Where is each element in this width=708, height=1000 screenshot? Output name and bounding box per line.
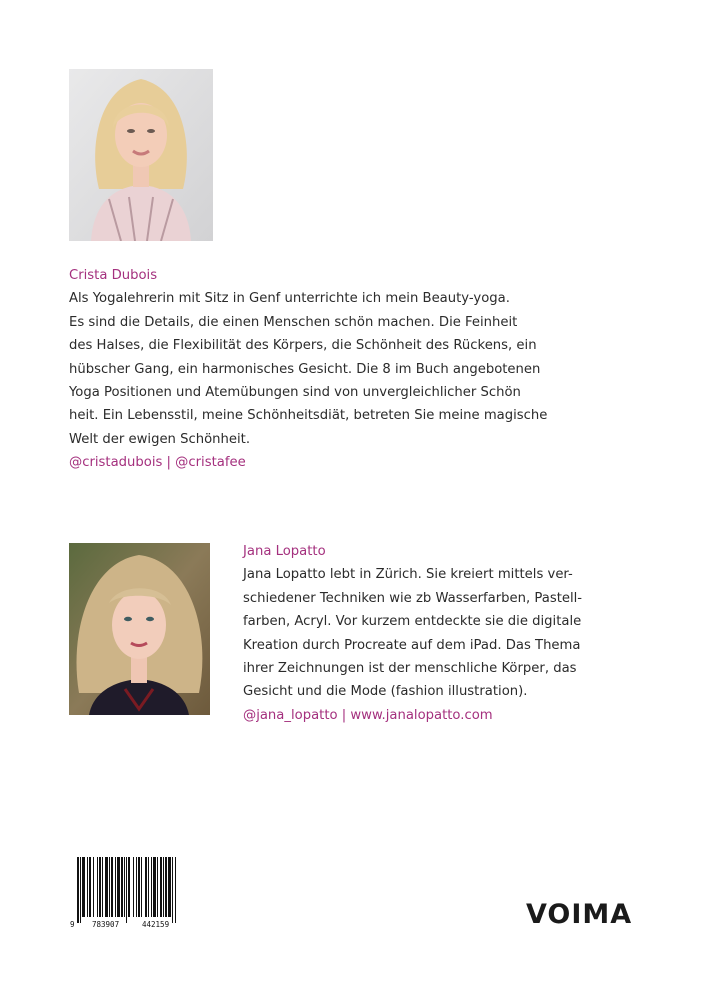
bio-line: heit. Ein Lebensstil, meine Schönheitsdiät, betreten Sie meine magische [69,408,548,424]
barcode-bar [105,857,108,917]
barcode-bar [138,857,140,917]
barcode-bar [126,857,127,923]
barcode-bar [175,857,176,923]
barcode-bar [172,857,173,923]
barcode-bar [111,857,113,917]
barcode-bar [145,857,147,917]
barcode-bar [141,857,142,917]
barcode-bar [93,857,94,917]
barcode-bar [151,857,152,917]
barcode-bar [168,857,171,917]
author-name: Jana Lopatto [243,544,326,559]
barcode-bar [109,857,110,917]
barcode-bar [124,857,125,917]
barcode-bar [87,857,88,917]
bio-line: Yoga Positionen und Atemübungen sind von unvergleichlicher Schön [69,385,521,401]
author-photo-jana [69,543,210,715]
barcode-digit-right: 442159 [142,920,170,929]
barcode-digits [69,920,196,934]
barcode-bar [133,857,134,917]
bio-line: schiedener Techniken wie zb Wasserfarben, Pastell- [243,590,583,606]
bio-line: Jana Lopatto lebt in Zürich. Sie kreiert mittels ver- [243,567,573,583]
bio-line: farben, Acryl. Vor kurzem entdeckte sie die digitale [243,614,582,630]
barcode-digit-left: 783907 [92,920,120,929]
bio-line: Kreation durch Procreate auf dem iPad. Das Thema [243,637,581,653]
author-social-handles[interactable]: @jana_lopatto | www.janalopatto.com [243,707,493,723]
bio-line: ihrer Zeichnungen ist der menschliche Körper, das [243,661,577,677]
author-social-handles[interactable]: @cristadubois | @cristafee [69,455,246,471]
barcode-bar [80,857,81,923]
bio-line: hübscher Gang, ein harmonisches Gesicht. Die 8 im Buch angebotenen [69,361,541,377]
bio-line: Als Yogalehrerin mit Sitz in Genf unterrichte ich mein Beauty-yoga. [69,291,510,307]
barcode-bar [82,857,85,917]
barcode-bar [115,857,116,917]
barcode-bar [148,857,149,917]
barcode-bar [121,857,123,917]
barcode-bars [69,857,196,923]
barcode-bar [165,857,167,917]
publisher-logo: VOIMA [526,899,633,930]
barcode-bar [102,857,103,917]
barcode-bar [157,857,158,917]
barcode-bar [97,857,98,917]
author-photo-crista [69,69,213,241]
author-bio-jana [243,540,643,727]
bio-line: des Halses, die Flexibilität des Körpers, die Schönheit des Rückens, ein [69,338,537,354]
bio-line: Es sind die Details, die einen Menschen schön machen. Die Feinheit [69,314,518,330]
barcode-bar [153,857,156,917]
barcode-bar [89,857,91,917]
barcode-bar [99,857,101,917]
isbn-barcode [69,857,196,935]
barcode-bar [77,857,79,923]
bio-line: Welt der ewigen Schönheit. [69,431,251,447]
author-name: Crista Dubois [69,268,158,283]
barcode-bar [128,857,130,917]
barcode-digit-prefix: 9 [70,920,75,929]
barcode-bar [163,857,164,917]
barcode-bar [160,857,162,917]
barcode-bar [136,857,137,917]
bio-line: Gesicht und die Mode (fashion illustration). [243,684,528,700]
barcode-bar [117,857,120,917]
author-bio-crista [69,264,635,475]
